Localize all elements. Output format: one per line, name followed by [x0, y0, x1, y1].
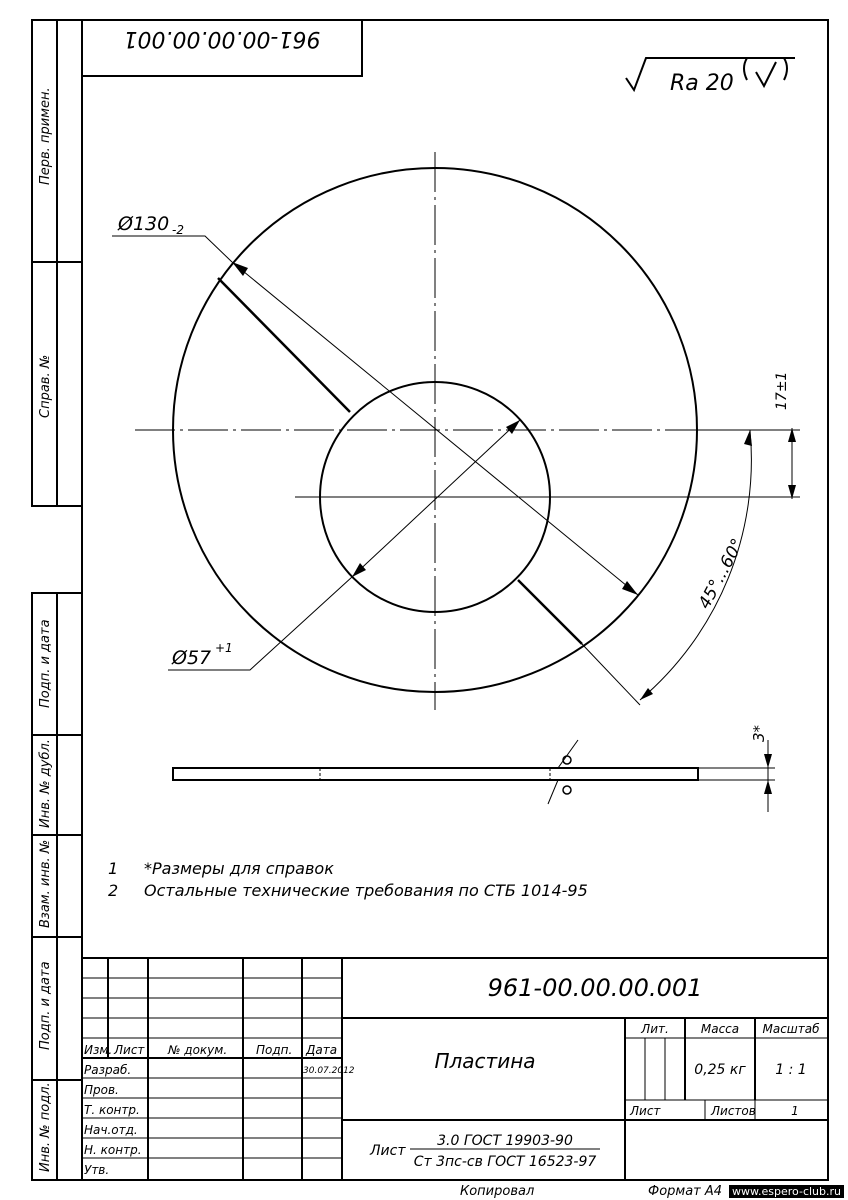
note-1-num: 1: [108, 859, 119, 878]
part-name: Пластина: [434, 1049, 536, 1073]
designation: 961-00.00.00.001: [487, 974, 703, 1002]
outer-diameter-label: Ø130: [118, 213, 170, 235]
header-lit: Лит.: [641, 1022, 669, 1036]
material-bottom: Ст 3пс-св ГОСТ 16523-97: [413, 1154, 597, 1170]
angle-label: 45°...60°: [694, 535, 749, 613]
col-data: Дата: [306, 1043, 338, 1057]
note-1-text: *Размеры для справок: [144, 859, 334, 878]
inner-diameter-tol: +1: [215, 641, 233, 655]
row-date: 30.07.2012: [303, 1066, 355, 1076]
col-podp: Подп.: [256, 1043, 293, 1057]
label-sprav-no: Справ. №: [38, 354, 53, 418]
inner-diameter-label: Ø57: [172, 647, 212, 669]
label-podp-data-2: Подп. и дата: [38, 961, 53, 1050]
row-utv: Утв.: [84, 1163, 110, 1177]
roughness-value: Ra 20: [670, 71, 734, 96]
scale-value: 1 : 1: [775, 1062, 807, 1078]
header-massa: Масса: [700, 1022, 740, 1036]
row-n-kontr: Н. контр.: [84, 1143, 142, 1157]
row-razrab: Разраб.: [84, 1063, 132, 1077]
label-vzam-inv: Взам. инв. №: [38, 839, 53, 928]
watermark: www.espero-club.ru: [729, 1185, 844, 1198]
col-izm: Изм.: [84, 1043, 113, 1057]
col-list: Лист: [114, 1043, 145, 1057]
row-nach-otd: Нач.отд.: [84, 1123, 138, 1137]
label-inv-podl: Инв. № подл.: [38, 1082, 53, 1172]
sheet-label: Лист: [630, 1104, 661, 1118]
material-top: 3.0 ГОСТ 19903-90: [437, 1133, 573, 1149]
sheets-label: Листов: [711, 1104, 756, 1118]
material-prefix: Лист: [370, 1143, 406, 1159]
offset-label: 17±1: [774, 371, 790, 410]
note-2-text: Остальные технические требования по СТБ 1014-95: [144, 881, 588, 900]
outer-diameter-tol: -2: [172, 223, 184, 237]
label-inv-dubl: Инв. № дубл.: [38, 739, 53, 828]
sheets-value: 1: [791, 1104, 799, 1118]
footer-format: Формат А4: [648, 1184, 723, 1199]
header-masshtab: Масштаб: [762, 1022, 820, 1036]
footer-kopiroval: Копировал: [460, 1184, 535, 1199]
row-t-kontr: Т. контр.: [84, 1103, 140, 1117]
thickness-label: 3*: [750, 724, 768, 742]
col-doc-no: № докум.: [168, 1043, 228, 1057]
row-prov: Пров.: [84, 1083, 119, 1097]
mass-value: 0,25 кг: [694, 1062, 746, 1078]
label-podp-data-1: Подп. и дата: [38, 619, 53, 708]
label-perv-primen: Перв. примен.: [38, 87, 53, 185]
mirrored-designation: 961-00.00.00.001: [123, 26, 321, 51]
note-2-num: 2: [108, 881, 119, 900]
